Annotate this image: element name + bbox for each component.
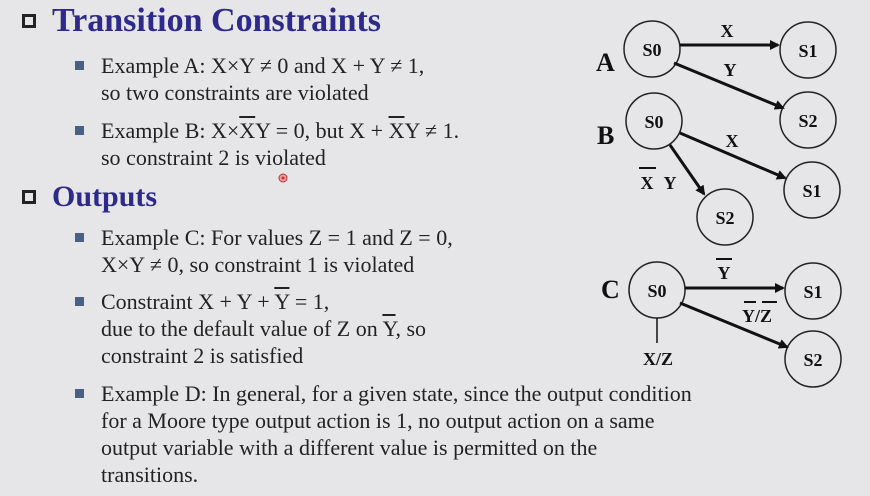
diagram-a-label: A	[596, 48, 615, 77]
edge-y-label: Y	[663, 173, 677, 193]
diagram-c-label: C	[601, 275, 620, 304]
diagram-a	[596, 21, 836, 148]
state-s0-label: S0	[647, 281, 667, 301]
constraint-line1: Constraint $X + Y + \overline{Y} = 1$,	[101, 289, 330, 314]
edge-x-label: X	[720, 21, 734, 41]
state-s1-label: S1	[803, 282, 823, 302]
y-bar: $\overline{Y}$	[274, 289, 290, 314]
state-s0-label: S0	[642, 40, 662, 60]
constraint-line3: constraint 2 is satisfied	[101, 343, 304, 368]
state-s1-label: S1	[798, 41, 818, 61]
example-d-line4: transitions.	[101, 462, 199, 487]
edge-ybar-zbar-z-label: Z	[760, 306, 773, 326]
edge-x-label: X	[725, 131, 739, 151]
state-s1-label: S1	[802, 181, 822, 201]
example-b-line2: so constraint 2 is violated	[101, 145, 326, 170]
edge-ybar-zbar-y-label: Y/	[742, 306, 760, 326]
example-a-line2: so two constraints are violated	[101, 80, 369, 105]
state-s2-label: S2	[803, 350, 823, 370]
x-bar: $\overline{X}$	[388, 118, 405, 143]
example-d-line1: Example D: In general, for a given state, since the output condition	[101, 381, 692, 406]
moore-output-label: X/Z	[642, 349, 674, 369]
state-s0-label: S0	[644, 112, 664, 132]
heading-text: Outputs	[52, 180, 158, 213]
heading-text: Transition Constraints	[52, 2, 382, 39]
constraint-line2: due to the default value of Z on $\overline{Y}$, so	[101, 316, 427, 341]
example-b-line1: Example B: $X\times\overline{X}Y = 0$, but $X + \overline{X}Y \ne 1$.	[101, 118, 460, 143]
example-a-line1: Example A: X×Y ≠ 0 and X + Y ≠ 1,	[101, 53, 425, 78]
edge-y-label: Y	[723, 60, 737, 80]
laser-pointer-center	[282, 177, 285, 180]
diagram-b-label: B	[597, 121, 615, 150]
edge-xbar-label: X	[640, 173, 654, 193]
example-d-line3: output variable with a different value is permitted on the	[101, 435, 598, 460]
diagram-c	[601, 259, 841, 387]
state-s2-label: S2	[715, 208, 735, 228]
x-bar: $\overline{X}$	[239, 118, 256, 143]
example-c-line1: Example C: For values Z = 1 and Z = 0,	[101, 225, 453, 250]
example-d-line2: for a Moore type output action is 1, no output action on a same	[101, 408, 655, 433]
example-c-line2: X×Y ≠ 0, so constraint 1 is violated	[101, 252, 415, 277]
state-s2-label: S2	[798, 111, 818, 131]
edge-ybar-label: Y	[717, 263, 731, 283]
y-bar: $\overline{Y}$	[382, 316, 396, 341]
